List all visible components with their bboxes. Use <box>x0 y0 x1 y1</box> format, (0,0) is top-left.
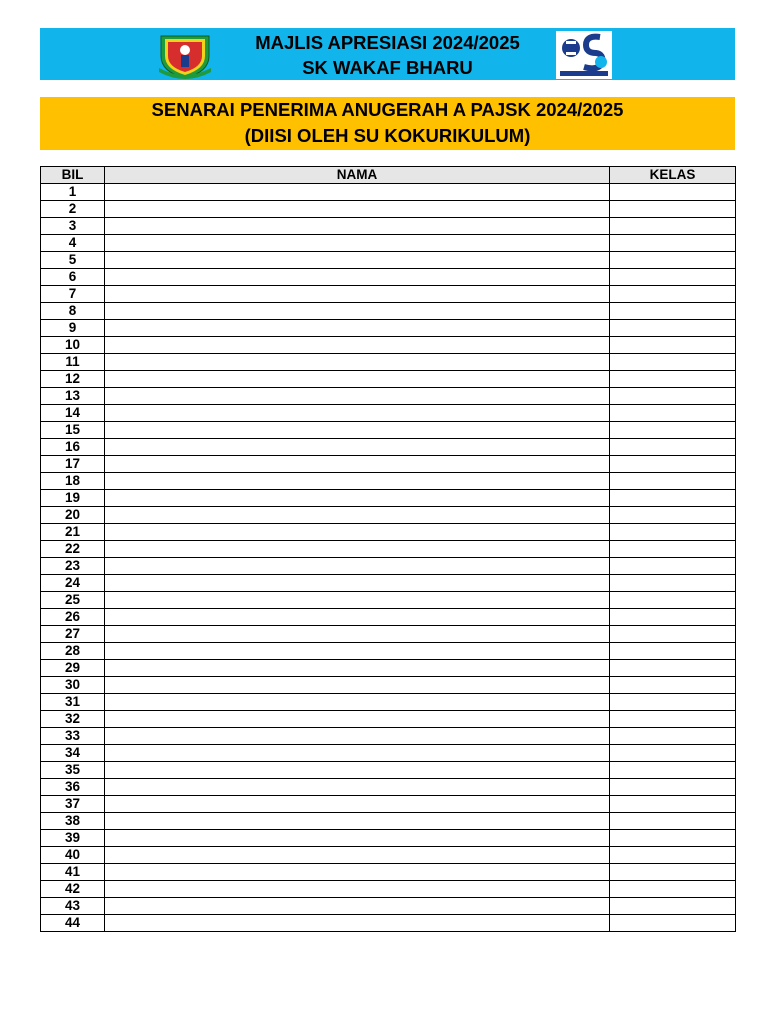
table-row <box>41 779 736 796</box>
cell-kelas[interactable] <box>610 490 736 507</box>
cell-bil: 17 <box>41 456 105 473</box>
cell-kelas[interactable] <box>610 694 736 711</box>
cell-bil: 29 <box>41 660 105 677</box>
cell-bil: 18 <box>41 473 105 490</box>
recipient-table <box>40 166 736 932</box>
cell-kelas[interactable] <box>610 524 736 541</box>
table-row <box>41 813 736 830</box>
column-header-bil: BIL <box>41 167 105 184</box>
cell-nama[interactable] <box>105 558 610 575</box>
cell-kelas[interactable] <box>610 813 736 830</box>
cell-nama[interactable] <box>105 711 610 728</box>
table-row <box>41 677 736 694</box>
cell-kelas[interactable] <box>610 745 736 762</box>
cell-kelas[interactable] <box>610 626 736 643</box>
table-header-row <box>41 167 736 184</box>
table-row <box>41 592 736 609</box>
cell-kelas[interactable] <box>610 915 736 932</box>
cell-nama[interactable] <box>105 541 610 558</box>
cell-nama[interactable] <box>105 643 610 660</box>
cell-kelas[interactable] <box>610 643 736 660</box>
cell-nama[interactable] <box>105 762 610 779</box>
cell-kelas[interactable] <box>610 269 736 286</box>
cell-bil: 13 <box>41 388 105 405</box>
cell-kelas[interactable] <box>610 711 736 728</box>
cell-bil: 4 <box>41 235 105 252</box>
table-row <box>41 456 736 473</box>
cell-kelas[interactable] <box>610 898 736 915</box>
list-note: (DIISI OLEH SU KOKURIKULUM) <box>244 125 531 146</box>
table-row <box>41 524 736 541</box>
table-row <box>41 728 736 745</box>
cell-kelas[interactable] <box>610 354 736 371</box>
table-row <box>41 847 736 864</box>
cell-kelas[interactable] <box>610 847 736 864</box>
cell-bil: 23 <box>41 558 105 575</box>
cell-bil: 39 <box>41 830 105 847</box>
cell-nama[interactable] <box>105 201 610 218</box>
table-row <box>41 558 736 575</box>
cell-nama[interactable] <box>105 303 610 320</box>
cell-bil: 35 <box>41 762 105 779</box>
cell-kelas[interactable] <box>610 320 736 337</box>
list-title: SENARAI PENERIMA ANUGERAH A PAJSK 2024/2025 <box>151 99 624 120</box>
cell-nama[interactable] <box>105 354 610 371</box>
header-band <box>40 28 735 80</box>
cell-kelas[interactable] <box>610 388 736 405</box>
column-header-kelas: KELAS <box>610 167 736 184</box>
cell-bil: 1 <box>41 184 105 201</box>
subheader-band <box>40 97 735 150</box>
cell-kelas[interactable] <box>610 473 736 490</box>
cell-nama[interactable] <box>105 677 610 694</box>
table-row <box>41 184 736 201</box>
cell-bil: 38 <box>41 813 105 830</box>
cell-kelas[interactable] <box>610 507 736 524</box>
table-row <box>41 711 736 728</box>
cell-nama[interactable] <box>105 218 610 235</box>
cell-bil: 27 <box>41 626 105 643</box>
cell-bil: 28 <box>41 643 105 660</box>
cell-kelas[interactable] <box>610 184 736 201</box>
cell-kelas[interactable] <box>610 286 736 303</box>
cell-bil: 42 <box>41 881 105 898</box>
cell-nama[interactable] <box>105 507 610 524</box>
cell-nama[interactable] <box>105 626 610 643</box>
cell-nama[interactable] <box>105 745 610 762</box>
cell-kelas[interactable] <box>610 830 736 847</box>
table-row <box>41 575 736 592</box>
event-title: MAJLIS APRESIASI 2024/2025 <box>255 32 520 53</box>
cell-nama[interactable] <box>105 830 610 847</box>
cell-kelas[interactable] <box>610 422 736 439</box>
cell-nama[interactable] <box>105 184 610 201</box>
cell-kelas[interactable] <box>610 303 736 320</box>
header-title <box>40 30 735 80</box>
cell-nama[interactable] <box>105 524 610 541</box>
cell-bil: 5 <box>41 252 105 269</box>
table-row <box>41 745 736 762</box>
table-row <box>41 541 736 558</box>
cell-nama[interactable] <box>105 422 610 439</box>
cell-nama[interactable] <box>105 864 610 881</box>
table-row <box>41 320 736 337</box>
cell-bil: 3 <box>41 218 105 235</box>
cell-nama[interactable] <box>105 388 610 405</box>
cell-bil: 25 <box>41 592 105 609</box>
cell-kelas[interactable] <box>610 660 736 677</box>
table-row <box>41 354 736 371</box>
table-row <box>41 915 736 932</box>
table-row <box>41 371 736 388</box>
cell-kelas[interactable] <box>610 575 736 592</box>
ministry-logo-icon <box>556 31 612 79</box>
cell-bil: 36 <box>41 779 105 796</box>
cell-nama[interactable] <box>105 337 610 354</box>
cell-bil: 41 <box>41 864 105 881</box>
cell-bil: 11 <box>41 354 105 371</box>
cell-bil: 12 <box>41 371 105 388</box>
cell-nama[interactable] <box>105 490 610 507</box>
table-row <box>41 694 736 711</box>
cell-kelas[interactable] <box>610 677 736 694</box>
cell-nama[interactable] <box>105 728 610 745</box>
cell-nama[interactable] <box>105 371 610 388</box>
cell-nama[interactable] <box>105 813 610 830</box>
table-row <box>41 218 736 235</box>
cell-kelas[interactable] <box>610 405 736 422</box>
cell-bil: 33 <box>41 728 105 745</box>
cell-kelas[interactable] <box>610 201 736 218</box>
school-name: SK WAKAF BHARU <box>302 57 473 78</box>
table-row <box>41 337 736 354</box>
cell-kelas[interactable] <box>610 881 736 898</box>
table-row <box>41 626 736 643</box>
table-row <box>41 660 736 677</box>
cell-kelas[interactable] <box>610 592 736 609</box>
cell-bil: 19 <box>41 490 105 507</box>
cell-kelas[interactable] <box>610 728 736 745</box>
cell-nama[interactable] <box>105 320 610 337</box>
cell-nama[interactable] <box>105 439 610 456</box>
table-row <box>41 490 736 507</box>
cell-kelas[interactable] <box>610 218 736 235</box>
table-row <box>41 609 736 626</box>
table-row <box>41 388 736 405</box>
cell-kelas[interactable] <box>610 456 736 473</box>
cell-kelas[interactable] <box>610 864 736 881</box>
cell-kelas[interactable] <box>610 762 736 779</box>
table-row <box>41 201 736 218</box>
cell-bil: 43 <box>41 898 105 915</box>
table-row <box>41 235 736 252</box>
cell-nama[interactable] <box>105 405 610 422</box>
table-row <box>41 830 736 847</box>
cell-kelas[interactable] <box>610 779 736 796</box>
cell-bil: 9 <box>41 320 105 337</box>
table-row <box>41 796 736 813</box>
cell-nama[interactable] <box>105 269 610 286</box>
cell-bil: 16 <box>41 439 105 456</box>
table-row <box>41 422 736 439</box>
cell-kelas[interactable] <box>610 796 736 813</box>
table-row <box>41 898 736 915</box>
cell-bil: 26 <box>41 609 105 626</box>
table-row <box>41 881 736 898</box>
cell-kelas[interactable] <box>610 337 736 354</box>
cell-bil: 15 <box>41 422 105 439</box>
table-row <box>41 252 736 269</box>
cell-nama[interactable] <box>105 915 610 932</box>
table-row <box>41 286 736 303</box>
cell-kelas[interactable] <box>610 371 736 388</box>
cell-nama[interactable] <box>105 286 610 303</box>
cell-bil: 6 <box>41 269 105 286</box>
cell-bil: 7 <box>41 286 105 303</box>
cell-nama[interactable] <box>105 694 610 711</box>
cell-bil: 44 <box>41 915 105 932</box>
column-header-nama: NAMA <box>105 167 610 184</box>
cell-nama[interactable] <box>105 252 610 269</box>
cell-nama[interactable] <box>105 592 610 609</box>
cell-bil: 21 <box>41 524 105 541</box>
cell-bil: 20 <box>41 507 105 524</box>
table-row <box>41 507 736 524</box>
cell-bil: 10 <box>41 337 105 354</box>
cell-bil: 14 <box>41 405 105 422</box>
table-row <box>41 473 736 490</box>
table-row <box>41 405 736 422</box>
cell-nama[interactable] <box>105 898 610 915</box>
cell-nama[interactable] <box>105 609 610 626</box>
cell-kelas[interactable] <box>610 558 736 575</box>
table-row <box>41 439 736 456</box>
table-row <box>41 864 736 881</box>
cell-kelas[interactable] <box>610 609 736 626</box>
cell-kelas[interactable] <box>610 235 736 252</box>
cell-nama[interactable] <box>105 473 610 490</box>
table-row <box>41 762 736 779</box>
cell-bil: 37 <box>41 796 105 813</box>
cell-nama[interactable] <box>105 779 610 796</box>
cell-bil: 30 <box>41 677 105 694</box>
table-row <box>41 643 736 660</box>
cell-bil: 8 <box>41 303 105 320</box>
cell-kelas[interactable] <box>610 541 736 558</box>
table-row <box>41 269 736 286</box>
cell-nama[interactable] <box>105 456 610 473</box>
cell-nama[interactable] <box>105 235 610 252</box>
cell-kelas[interactable] <box>610 252 736 269</box>
cell-nama[interactable] <box>105 847 610 864</box>
cell-bil: 2 <box>41 201 105 218</box>
cell-nama[interactable] <box>105 881 610 898</box>
cell-bil: 24 <box>41 575 105 592</box>
subheader-title <box>40 97 735 149</box>
cell-bil: 32 <box>41 711 105 728</box>
table-row <box>41 303 736 320</box>
cell-nama[interactable] <box>105 796 610 813</box>
cell-bil: 31 <box>41 694 105 711</box>
cell-kelas[interactable] <box>610 439 736 456</box>
cell-nama[interactable] <box>105 575 610 592</box>
cell-nama[interactable] <box>105 660 610 677</box>
cell-bil: 40 <box>41 847 105 864</box>
cell-bil: 22 <box>41 541 105 558</box>
cell-bil: 34 <box>41 745 105 762</box>
